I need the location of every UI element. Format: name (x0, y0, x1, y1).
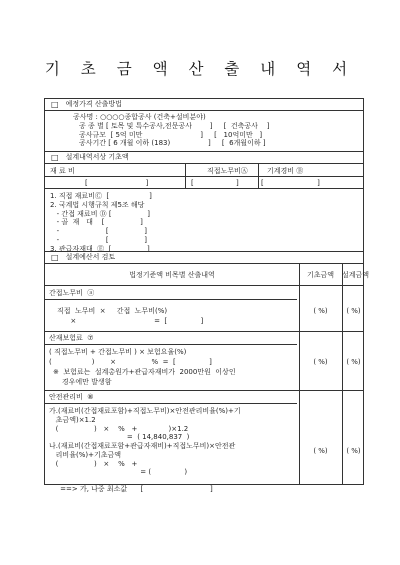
indirect-labor-design: ( %) (346, 307, 361, 315)
insurance-formula: ( 직접노무비 + 간접노무비 ) × 보험요율(%) (49, 348, 187, 356)
government-material-item: 3. 관급자재대 Ⓔ [ ] (50, 244, 150, 253)
insurance-basic: ( %) (313, 358, 328, 366)
indirect-labor-basic: ( %) (313, 307, 328, 315)
safety-formula-a: 초금액)×1.2 (49, 415, 96, 424)
machine-cost-value: [ ] (261, 179, 320, 187)
safety-formula-b: 리비율(%)+기초금액 (49, 450, 121, 459)
machine-cost-header: 기계경비 Ⓑ (267, 167, 304, 175)
document-title: 기 초 금 액 산 출 내 역 서 (44, 60, 356, 78)
indirect-material-item: - 간접 재료비 Ⓓ [ ] (50, 209, 150, 218)
section-heading: 예정가격 산출방법 (65, 100, 122, 109)
breakdown-header: 법정기준액 비목별 산출내역 (129, 271, 215, 279)
section-heading: 설계내역서상 기초액 (65, 153, 129, 162)
design-amount-header: 설계금액 (342, 271, 370, 279)
insurance-note: 경우에만 발생함 (53, 378, 112, 386)
checkbox-icon: □ (51, 252, 59, 262)
indirect-labor-formula: 직접 노무비 × 간접 노무비(%) (57, 307, 168, 315)
spacer (49, 477, 241, 485)
work-type-line: 공 종 별 [ 토목 및 특수공사,전문공사 ] [ 건축공사 ] (79, 121, 270, 130)
blank-item: - [ ] (50, 235, 147, 244)
safety-result-b: = ( ) (49, 468, 188, 477)
aggregate-item: - 골 재 대 [ ] (50, 218, 143, 227)
insurance-result: ( ) × % = [ ] (49, 358, 212, 366)
safety-formula-a: ( ) × % + )×1.2 (49, 424, 189, 433)
safety-basic: ( %) (313, 447, 328, 455)
period-line: 공사기간 [ 6 개월 이하 (183) ] [ 6개월이하 ] (79, 139, 266, 148)
checkbox-icon: □ (51, 152, 59, 162)
indirect-labor-result: × = [ ] (57, 317, 204, 325)
direct-labor-value: [ ] (191, 179, 239, 187)
project-name: 공사명 : ○○○○종합공사 (건축+설비분야) (73, 113, 206, 121)
material-cost-value: [ ] (85, 179, 149, 187)
estimate-method-section (44, 98, 364, 152)
section-heading: 설계예산서 검토 (65, 253, 116, 262)
indirect-labor-label: 간접노무비 ⓐ (49, 289, 95, 297)
law-item: 2. 국계법 시행규칙 제5조 해당 (50, 200, 145, 209)
insurance-note: ※ 보험료는 설계총원가+관급자재비가 2000만원 이상인 (53, 368, 236, 376)
safety-minimum: ==> 가, 나중 최소값 [ ] (49, 485, 213, 493)
direct-labor-header: 직접노무비Ⓐ (207, 167, 248, 175)
basic-amount-header: 기초금액 (306, 271, 335, 279)
material-cost-header: 재 료 비 (50, 167, 75, 175)
safety-formula-a: 가.(재료비(간접재료포함)+직접노무비)×안전관리비율(%)+기 (49, 407, 241, 415)
safety-formula-b: 나.(재료비(간접재료포함+관급자재비)+직접노무비)×안전관 (49, 442, 236, 450)
design-base-section (44, 151, 364, 252)
design-review-section (44, 251, 370, 493)
safety-label: 안전관리비 ⑧ (49, 393, 94, 401)
section-header (45, 99, 363, 111)
insurance-label: 산재보험료 ⑦ (49, 334, 94, 342)
safety-design: ( %) (346, 447, 361, 455)
section-header (45, 252, 363, 264)
section-header (45, 152, 363, 164)
scale-line: 공사규모 [ 5억 미만 ] [ 10억미만 ] (79, 130, 263, 139)
safety-formula-b: ( ) × % + (49, 459, 138, 468)
insurance-design: ( %) (346, 358, 361, 366)
direct-material-item: 1. 직접 재료비Ⓒ [ ] (50, 192, 152, 200)
checkbox-icon: □ (51, 99, 59, 109)
blank-item: - [ ] (50, 227, 147, 235)
safety-result-a: = ( 14,840,837 ) (49, 433, 190, 442)
